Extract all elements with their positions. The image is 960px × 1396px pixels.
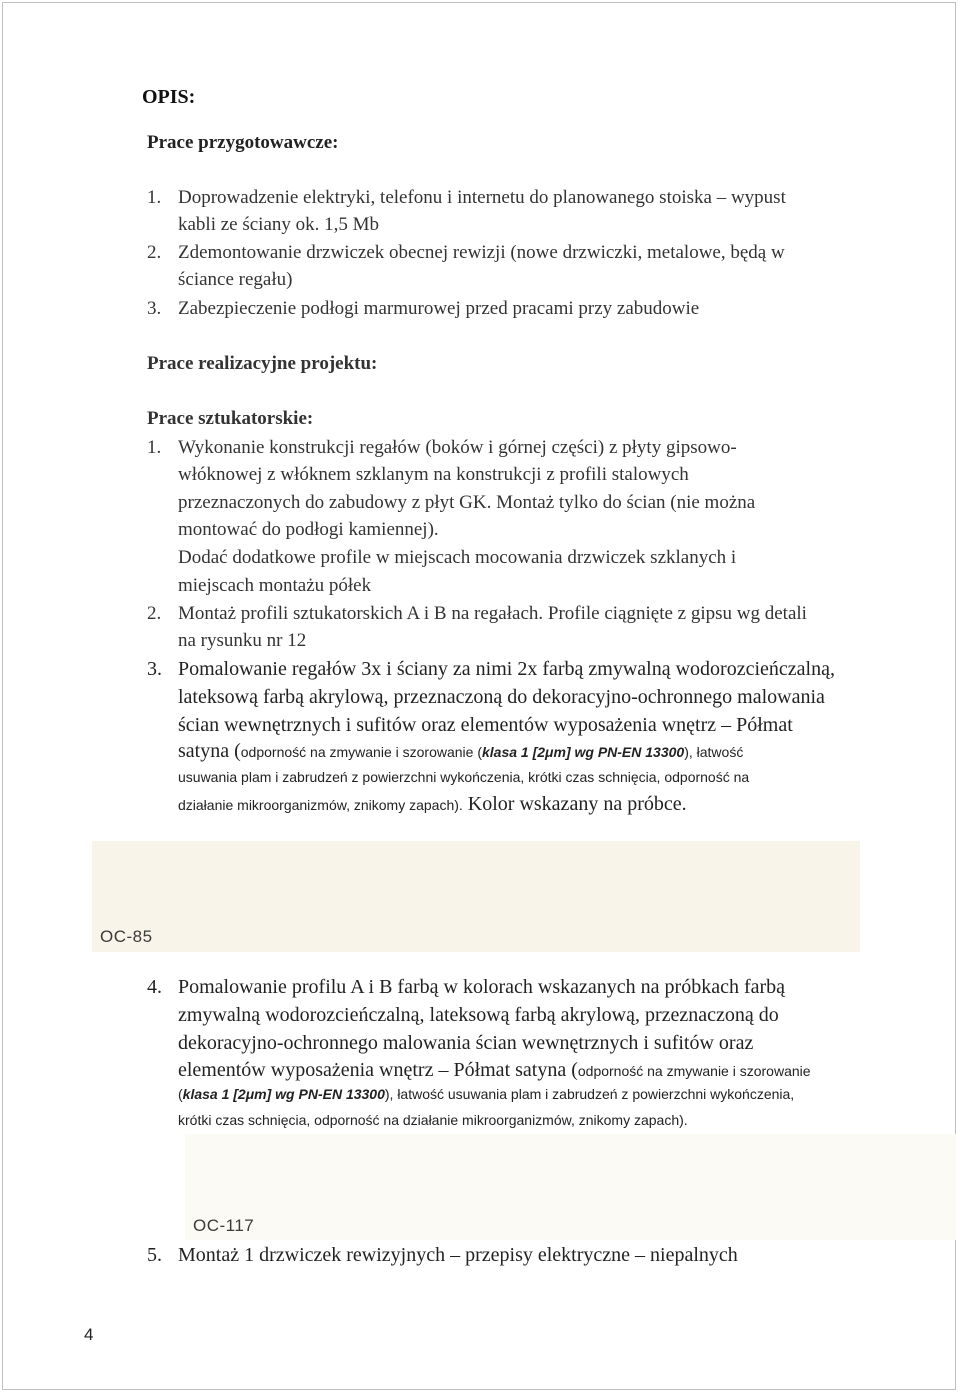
text-run: ), łatwość — [684, 744, 744, 760]
prep-section-title: Prace przygotowawcze: — [147, 132, 339, 153]
list-item-text — [178, 1056, 811, 1086]
list-item-text: Dodać dodatkowe profile w miejscach mocowania drzwiczek szklanych i — [178, 547, 737, 568]
text-run: Kolor wskazany na próbce. — [462, 793, 687, 815]
list-item-text — [178, 1086, 794, 1104]
list-number: 2. — [147, 603, 162, 624]
list-item-text: Montaż profili sztukatorskich A i B na regałach. Profile ciągnięte z gipsu wg detali — [178, 603, 807, 624]
list-item-text: Wykonanie konstrukcji regałów (boków i górnej części) z płyty gipsowo- — [178, 437, 737, 458]
list-number: 3. — [147, 658, 162, 680]
standard-reference: klasa 1 [2μm] wg PN-EN 13300 — [182, 1086, 385, 1102]
list-item-text: Montaż 1 drzwiczek rewizyjnych – przepisy elektryczne – niepalnych — [178, 1244, 738, 1266]
list-item-text: Pomalowanie profilu A i B farbą w kolorach wskazanych na próbkach farbą — [178, 976, 786, 998]
text-run: ), łatwość usuwania plam i zabrudzeń z powierzchni wykończenia, — [384, 1086, 795, 1102]
list-number: 4. — [147, 976, 162, 998]
text-run: satyna ( — [178, 740, 241, 762]
swatch-label: OC-85 — [100, 927, 153, 946]
list-item-text: montować do podłogi kamiennej). — [178, 519, 439, 540]
list-item-text: usuwania plam i zabrudzeń z powierzchni wykończenia, krótki czas schnięcia, odporność na — [178, 769, 750, 785]
list-number: 1. — [147, 187, 162, 208]
text-run: działanie mikroorganizmów, znikomy zapach). — [178, 797, 463, 813]
list-item-text: lateksową farbą akrylową, przeznaczoną do dekoracyjno-ochronnego malowania — [178, 686, 825, 708]
list-item-text: krótki czas schnięcia, odporność na działanie mikroorganizmów, znikomy zapach). — [178, 1112, 688, 1128]
text-run: odporność na zmywanie i szorowanie ( — [240, 744, 482, 760]
swatch-label: OC-117 — [193, 1216, 255, 1235]
color-swatch-oc-85 — [92, 841, 860, 952]
standard-reference: klasa 1 [2μm] wg PN-EN 13300 — [482, 744, 685, 760]
list-item-text: ściance regału) — [178, 269, 293, 290]
list-number: 5. — [147, 1244, 162, 1266]
list-number: 2. — [147, 242, 162, 263]
list-item-text: Pomalowanie regałów 3x i ściany za nimi 2x farbą zmywalną wodorozcieńczalną, — [178, 658, 835, 680]
list-item-text: dekoracyjno-ochronnego malowania ścian wewnętrznych i sufitów oraz — [178, 1032, 754, 1054]
list-item-text: przeznaczonych do zabudowy z płyt GK. Montaż tylko do ścian (nie można — [178, 492, 756, 513]
realization-title: Prace realizacyjne projektu: — [147, 353, 378, 374]
list-number: 3. — [147, 298, 162, 319]
list-item-text: ścian wewnętrznych i sufitów oraz elementów wyposażenia wnętrz – Półmat — [178, 714, 793, 736]
stucco-section-title: Prace sztukatorskie: — [147, 408, 314, 429]
text-run: ( — [178, 1086, 183, 1102]
document-heading: OPIS: — [142, 86, 196, 108]
text-run: odporność na zmywanie i szorowanie — [577, 1063, 811, 1079]
list-item-text — [178, 790, 687, 820]
list-item-text: zmywalną wodorozcieńczalną, lateksową farbą akrylową, przeznaczoną do — [178, 1004, 779, 1026]
list-item-text: kabli ze ściany ok. 1,5 Mb — [178, 214, 380, 235]
list-item-text: Zabezpieczenie podłogi marmurowej przed pracami przy zabudowie — [178, 298, 700, 319]
text-run: elementów wyposażenia wnętrz – Półmat satyna ( — [178, 1059, 578, 1081]
list-item-text — [178, 737, 743, 767]
list-number: 1. — [147, 437, 162, 458]
list-item-text: włóknowej z włóknem szklanym na konstrukcji z profili stalowych — [178, 464, 689, 485]
page-number: 4 — [84, 1325, 94, 1344]
list-item-text: na rysunku nr 12 — [178, 630, 307, 651]
color-swatch-oc-117 — [185, 1134, 956, 1240]
list-item-text: Doprowadzenie elektryki, telefonu i internetu do planowanego stoiska – wypust — [178, 187, 786, 208]
list-item-text: miejscach montażu półek — [178, 575, 372, 596]
list-item-text: Zdemontowanie drzwiczek obecnej rewizji (nowe drzwiczki, metalowe, będą w — [178, 242, 785, 263]
